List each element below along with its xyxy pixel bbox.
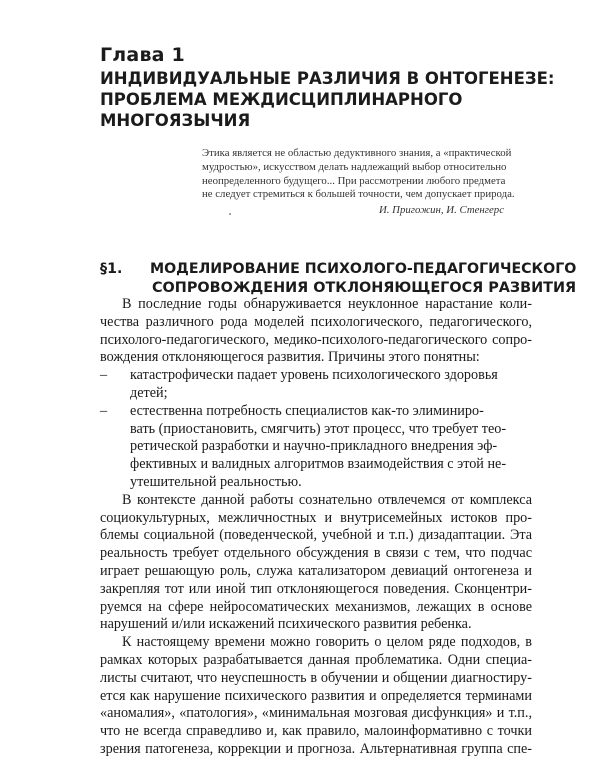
dash-marker: –: [100, 402, 108, 419]
section-title-text: МОДЕЛИРОВАНИЕ ПСИХОЛОГО-ПЕДАГОГИЧЕСКОГО: [150, 261, 577, 277]
chapter-label: Глава 1: [100, 44, 185, 66]
text-line: зрения патогенеза, коррекции и прогноза. Альтернативная группа спе-: [100, 740, 532, 757]
text-line: естественна потребность специалистов как-то элиминиро-: [130, 402, 484, 419]
epigraph-line: не следует стремиться к большей точности, чем допускает природа.: [202, 188, 515, 201]
paragraph: [100, 492, 532, 634]
paragraph: [100, 634, 532, 759]
epigraph-line: Этика является не областью дедуктивного знания, а «практической: [202, 147, 512, 159]
text-line: закрепляя тот или иной тип отклоняющегося поведения. Сконцентри-: [100, 580, 532, 597]
section-number: §1.: [100, 261, 123, 277]
text-line: вать (приостановить, смягчить) этот процесс, что требует тео-: [130, 420, 507, 437]
text-line: чества различного рода моделей психологического, педагогического,: [100, 313, 532, 330]
text-line: играет решающую роль, служа катализатором девиаций онтогенеза и: [100, 562, 532, 579]
section-title-line: СОПРОВОЖДЕНИЯ ОТКЛОНЯЮЩЕГОСЯ РАЗВИТИЯ: [152, 280, 577, 296]
chapter-title-line: ПРОБЛЕМА МЕЖДИСЦИПЛИНАРНОГО: [100, 90, 463, 109]
chapter-title-line: МНОГОЯЗЫЧИЯ: [100, 111, 251, 130]
text-line: рамках которых разрабатывается данная проблематика. Одни специа-: [100, 651, 532, 668]
section-title-line: [100, 260, 580, 279]
text-line: ется как нарушение психического развития и определяется терминами: [100, 687, 532, 704]
text-line: катастрофически падает уровень психологического здоровья: [130, 367, 498, 384]
text-line: К настоящему времени можно говорить о целом ряде подходов, в: [122, 634, 532, 651]
text-line: психолого-педагогического, медико-психолого-педагогического сопро-: [100, 331, 532, 348]
text-line: фективных и валидных алгоритмов взаимодействия с этой не-: [130, 456, 507, 473]
list-item: [100, 403, 532, 492]
text-line: реальность требует отдельного обсуждения в связи с тем, что подчас: [100, 545, 532, 562]
text-line: нарушений и/или искажений психического развития ребенка.: [100, 616, 472, 633]
text-line: что не всегда справедливо и, как правило, малоинформативно с точки: [100, 723, 532, 740]
text-line: листы считают, что неуспешность в обучении и общении диагностиру-: [100, 669, 532, 686]
chapter-title: [100, 68, 560, 131]
epigraph-author: И. Пригожин, И. Стенгерс: [378, 204, 504, 217]
text-line: «аномалия», «патология», «минимальная мозговая дисфункция» и т.п.,: [100, 705, 532, 722]
body-text: [100, 296, 532, 759]
text-line: В контексте данной работы сознательно отвлечемся от комплекса: [122, 491, 532, 508]
text-line: блемы социальной (поведенческой, учебной и т.п.) дизадаптации. Эта: [100, 527, 532, 544]
dash-marker: –: [100, 367, 108, 384]
text-line: В последние годы обнаруживается неуклонное нарастание коли-: [122, 296, 532, 312]
chapter-title-line: ИНДИВИДУАЛЬНЫЕ РАЗЛИЧИЯ В ОНТОГЕНЕЗЕ:: [100, 69, 555, 88]
epigraph-line: неопределенного будущего... При рассмотрении любого предмета: [202, 174, 506, 187]
text-line: руемся на сфере нейросоматических механизмов, лежащих в основе: [100, 598, 532, 615]
epigraph: [202, 147, 532, 218]
print-dot: [229, 213, 231, 215]
text-line: утешительной реальностью.: [130, 473, 302, 490]
paragraph: [100, 296, 532, 367]
bullet-list: [100, 367, 532, 492]
epigraph-line: мудростью», искусством делать надлежащий выбор относительно: [202, 160, 507, 173]
text-line: вождения отклоняющегося развития. Причины этого понятны:: [100, 349, 480, 366]
text-line: детей;: [130, 384, 168, 401]
text-line: ретической разработки и научно-прикладного внедрения эф-: [130, 438, 498, 455]
list-item: [100, 367, 532, 403]
section-title: [100, 260, 580, 298]
text-line: социокультурных, межличностных и внутрисемейных истоков про-: [100, 509, 532, 526]
